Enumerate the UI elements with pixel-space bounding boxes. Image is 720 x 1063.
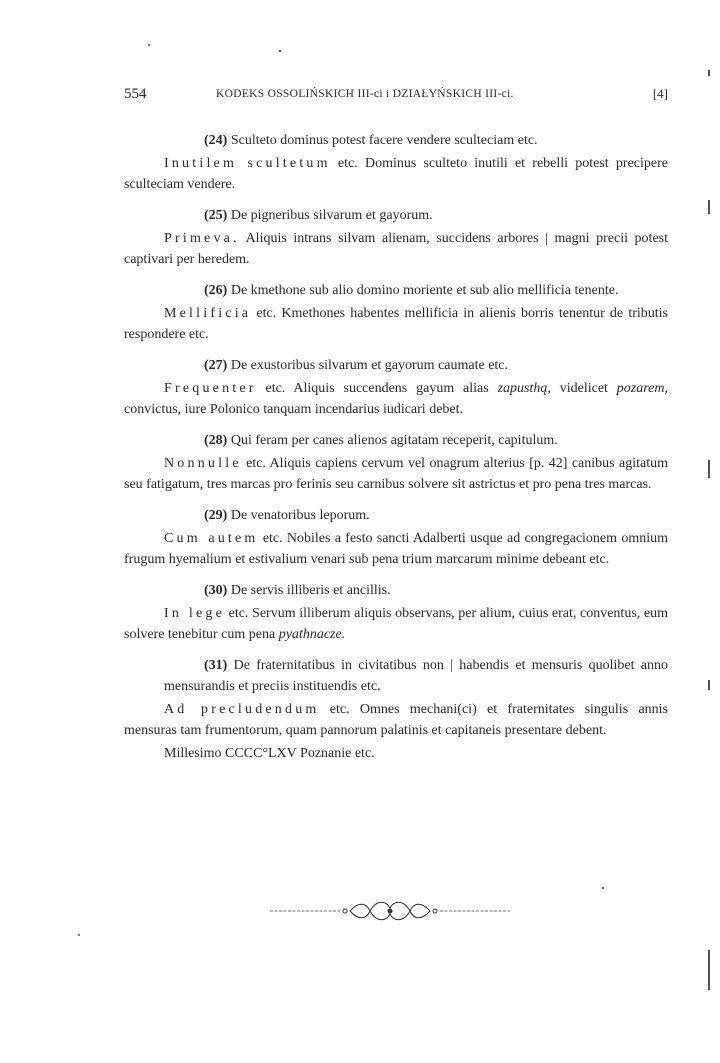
section-heading-30: (30) De servis illiberis et ancillis. (204, 583, 391, 598)
section-text-28: Nonnulle etc. Aliquis capiens cervum vel onagrum alterius [p. 42] canibus agitatum seu fatigatum, tres marcas pro ferinis seu carnibus solvere sit astrictus et pro pena tres marcas. (124, 456, 668, 492)
scan-speck (708, 200, 710, 214)
scan-speck (148, 44, 150, 46)
page-header (124, 86, 668, 108)
scan-speck (708, 70, 710, 76)
section-text-25: Primeva. Aliquis intrans silvam alienam, succidens arbores | magni precii potest captivari per heredem. (124, 231, 668, 267)
section-text-31: Ad precludendum etc. Omnes mechani(ci) et fraternitates singulis annis mensuras tam frumentorum, quam pannorum palatinis et capitaneis presentare debent. (124, 702, 668, 738)
running-title: KODEKS OSSOLIŃSKICH III-ci i DZIAŁYŃSKICH III-ci. (216, 88, 514, 100)
scan-speck (602, 887, 604, 889)
section-heading-25: (25) De pigneribus silvarum et gayorum. (204, 208, 433, 223)
folio-signature: [4] (652, 86, 668, 101)
section-heading-29: (29) De venatoribus leporum. (204, 508, 370, 523)
section-text-24: Inutilem scultetum etc. Dominus sculteto inutili et rebelli potest precipere sculteciam vendere. (124, 156, 668, 192)
ornament-icon (270, 896, 510, 926)
section-heading-27: (27) De exustoribus silvarum et gayorum caumate etc. (204, 358, 509, 373)
section-heading-24: (24) Sculteto dominus potest facere vendere sculteciam etc. (204, 133, 538, 148)
section-text-27: Frequenter etc. Aliquis succendens gayum alias zapusthą, videlicet pozarem, convictus, iure Polonico tanquam incendarius iudicari debet. (124, 381, 668, 417)
section-text-29: Cum autem etc. Nobiles a festo sancti Adalberti usque ad congregacionem omnium frugum hyemalium et estivalium venari sub pena trium marcarum minime debeant etc. (124, 531, 668, 567)
section-heading-31: (31) De fraternitatibus in civitatibus non | habendis et mensuris quolibet anno mensurandis et preciis instituendis etc. (164, 658, 669, 694)
incipit: Inutilem scultetum (164, 156, 331, 171)
incipit: Cum autem (164, 531, 259, 546)
incipit: Mellificia (164, 306, 252, 321)
incipit: In lege (164, 606, 225, 621)
page-number: 554 (124, 86, 147, 102)
scan-speck (708, 460, 710, 478)
closing-line: Millesimo CCCC°LXV Poznanie etc. (164, 746, 375, 761)
section-heading-26: (26) De kmethone sub alio domino moriente et sub alio mellificia tenente. (204, 283, 619, 298)
scan-speck (78, 934, 80, 936)
incipit: Primeva. (164, 231, 240, 246)
text-body (124, 124, 668, 764)
incipit: Ad precludendum (164, 702, 320, 717)
incipit: Nonnulle (164, 456, 242, 471)
section-text-30: In lege etc. Servum illiberum aliquis observans, per alium, cuius erat, conventus, eum solvere tenebitur cum pena pyathnacze. (124, 606, 668, 642)
scan-speck (279, 50, 281, 52)
section-heading-28: (28) Qui feram per canes alienos agitatam receperit, capitulum. (204, 433, 558, 448)
scan-speck (708, 680, 710, 690)
scan-speck (708, 950, 710, 990)
section-text-26: Mellificia etc. Kmethones habentes mellificia in alienis borris tenentur de tributis respondere etc. (124, 306, 668, 342)
incipit: Frequenter (164, 381, 257, 396)
